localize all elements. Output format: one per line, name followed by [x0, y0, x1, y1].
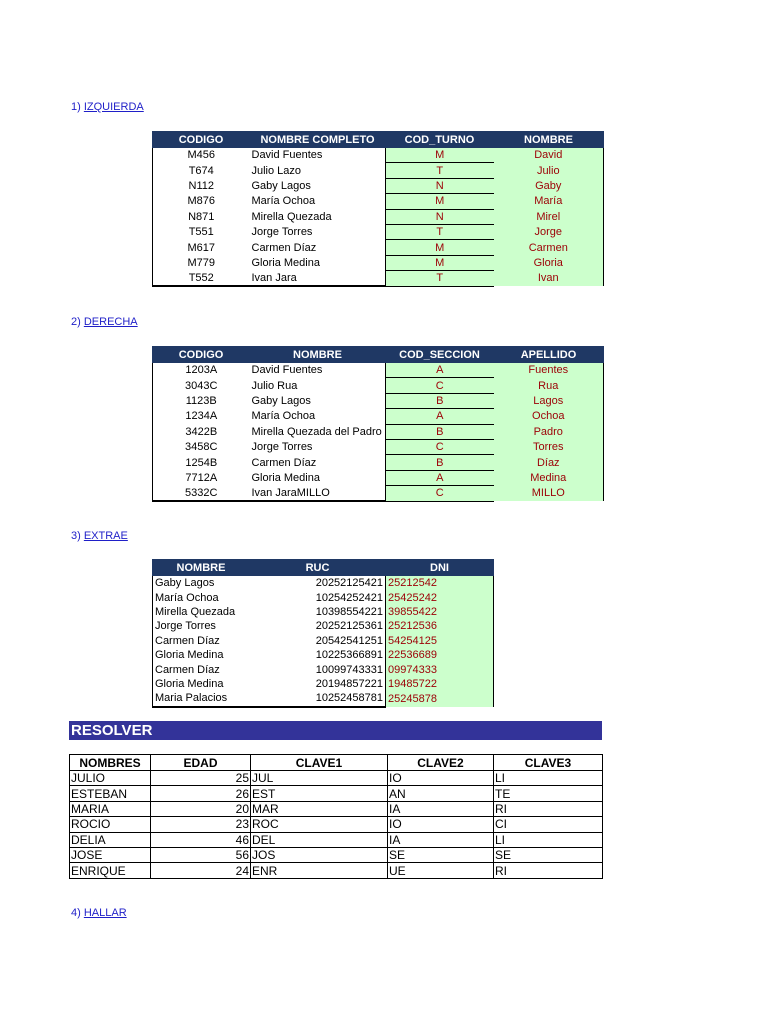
- cell-ruc: 20542541251: [250, 634, 386, 648]
- hallar-link[interactable]: HALLAR: [83, 907, 127, 919]
- header-codigo: CODIGO: [153, 132, 250, 148]
- cell-code: A: [386, 409, 494, 424]
- header-apellido: APELLIDO: [494, 347, 604, 363]
- table-header-row: [153, 347, 604, 363]
- cell-clave2: SE: [388, 847, 494, 862]
- cell-codigo: 1254B: [153, 455, 250, 470]
- cell-code: A: [386, 470, 494, 485]
- cell-codigo: 7712A: [153, 470, 250, 485]
- cell-ruc: 10254252421: [250, 590, 386, 604]
- table-row: [70, 801, 603, 816]
- cell-nombre: Gloria Medina: [153, 677, 250, 691]
- cell-result: Fuentes: [494, 363, 604, 378]
- table-row: [153, 393, 604, 408]
- cell-nombre: Carmen Díaz: [250, 240, 386, 255]
- cell-nombre: Ivan JaraMILLO: [250, 486, 386, 501]
- cell-edad: 25: [151, 771, 251, 786]
- table-row: [153, 409, 604, 424]
- cell-clave1: EST: [251, 786, 388, 801]
- cell-result: María: [494, 194, 604, 209]
- cell-codigo: 3422B: [153, 424, 250, 439]
- table-row: [153, 439, 604, 454]
- cell-result: MILLO: [494, 486, 604, 501]
- section-3-label: [71, 530, 128, 542]
- cell-ruc: 20252125361: [250, 619, 386, 633]
- header-nombres: NOMBRES: [70, 755, 151, 771]
- cell-nombre: Mirella Quezada: [153, 605, 250, 619]
- cell-nombres: JULIO: [70, 771, 151, 786]
- header-clave3: CLAVE3: [494, 755, 603, 771]
- cell-nombre: Carmen Díaz: [153, 662, 250, 676]
- cell-clave3: TE: [494, 786, 603, 801]
- table-row: [70, 847, 603, 862]
- section-number: 1): [71, 101, 81, 113]
- cell-clave3: LI: [494, 771, 603, 786]
- cell-code: N: [386, 178, 494, 193]
- table-row: [153, 271, 604, 286]
- table-row: [153, 378, 604, 393]
- table-header-row: [153, 560, 494, 576]
- cell-nombre: Mirella Quezada del Padro: [250, 424, 386, 439]
- cell-clave3: LI: [494, 832, 603, 847]
- table-row: [153, 691, 494, 706]
- cell-code: T: [386, 271, 494, 286]
- cell-dni: 25425242: [386, 590, 494, 604]
- cell-codigo: T551: [153, 224, 250, 239]
- cell-dni: 25212536: [386, 619, 494, 633]
- table-row: [153, 240, 604, 255]
- cell-nombre: Maria Palacios: [153, 691, 250, 706]
- header-clave1: CLAVE1: [251, 755, 388, 771]
- cell-dni: 54254125: [386, 634, 494, 648]
- cell-code: A: [386, 363, 494, 378]
- cell-clave1: ROC: [251, 817, 388, 832]
- cell-codigo: M779: [153, 255, 250, 270]
- cell-clave2: IA: [388, 801, 494, 816]
- cell-edad: 46: [151, 832, 251, 847]
- table-row: [70, 832, 603, 847]
- table-row: [153, 576, 494, 591]
- table-row: [153, 178, 604, 193]
- table-row: [153, 455, 604, 470]
- cell-clave1: MAR: [251, 801, 388, 816]
- section-number: 2): [71, 316, 81, 328]
- cell-nombres: MARIA: [70, 801, 151, 816]
- cell-codigo: N112: [153, 178, 250, 193]
- cell-codigo: 5332C: [153, 486, 250, 501]
- cell-dni: 09974333: [386, 662, 494, 676]
- cell-nombre: Jorge Torres: [250, 224, 386, 239]
- table-row: [153, 224, 604, 239]
- table-row: [70, 817, 603, 832]
- table-row: [153, 194, 604, 209]
- cell-result: Torres: [494, 439, 604, 454]
- header-nombre: NOMBRE: [494, 132, 604, 148]
- cell-result: Padro: [494, 424, 604, 439]
- cell-nombre: Gloria Medina: [153, 648, 250, 662]
- cell-clave1: DEL: [251, 832, 388, 847]
- cell-ruc: 20252125421: [250, 576, 386, 591]
- cell-code: T: [386, 163, 494, 178]
- header-nombre: NOMBRE: [153, 560, 250, 576]
- izquierda-table: [152, 131, 604, 287]
- cell-nombre: Jorge Torres: [153, 619, 250, 633]
- cell-nombre: Gloria Medina: [250, 470, 386, 485]
- table-row: [153, 363, 604, 378]
- cell-code: M: [386, 148, 494, 163]
- header-clave2: CLAVE2: [388, 755, 494, 771]
- cell-ruc: 10099743331: [250, 662, 386, 676]
- cell-edad: 20: [151, 801, 251, 816]
- cell-result: Jorge: [494, 224, 604, 239]
- cell-clave2: UE: [388, 863, 494, 878]
- cell-result: Ivan: [494, 271, 604, 286]
- cell-code: B: [386, 393, 494, 408]
- cell-clave1: JUL: [251, 771, 388, 786]
- cell-nombre: Julio Rua: [250, 378, 386, 393]
- cell-code: C: [386, 378, 494, 393]
- table-row: [70, 786, 603, 801]
- header-dni: DNI: [386, 560, 494, 576]
- cell-edad: 56: [151, 847, 251, 862]
- cell-code: M: [386, 255, 494, 270]
- header-edad: EDAD: [151, 755, 251, 771]
- cell-edad: 23: [151, 817, 251, 832]
- cell-code: C: [386, 486, 494, 501]
- derecha-link[interactable]: DERECHA: [83, 316, 138, 328]
- table-row: [153, 163, 604, 178]
- table-row: [153, 677, 494, 691]
- cell-codigo: 1234A: [153, 409, 250, 424]
- cell-code: B: [386, 424, 494, 439]
- cell-code: T: [386, 224, 494, 239]
- cell-nombre: María Ochoa: [250, 409, 386, 424]
- cell-nombre: Gaby Lagos: [250, 178, 386, 193]
- cell-nombre: Ivan Jara: [250, 271, 386, 286]
- cell-codigo: 3043C: [153, 378, 250, 393]
- table-header-row: [153, 132, 604, 148]
- cell-codigo: 1203A: [153, 363, 250, 378]
- cell-nombres: ENRIQUE: [70, 863, 151, 878]
- section-4-label: [71, 907, 127, 919]
- cell-result: Gaby: [494, 178, 604, 193]
- cell-codigo: M456: [153, 148, 250, 163]
- table-row: [70, 771, 603, 786]
- cell-result: Díaz: [494, 455, 604, 470]
- table-row: [153, 470, 604, 485]
- cell-codigo: M876: [153, 194, 250, 209]
- cell-result: Medina: [494, 470, 604, 485]
- cell-nombres: DELIA: [70, 832, 151, 847]
- section-number: 3): [71, 530, 81, 542]
- cell-clave1: JOS: [251, 847, 388, 862]
- cell-dni: 22536689: [386, 648, 494, 662]
- extrae-link[interactable]: EXTRAE: [83, 530, 128, 542]
- cell-clave3: CI: [494, 817, 603, 832]
- cell-ruc: 10398554221: [250, 605, 386, 619]
- cell-result: Gloria: [494, 255, 604, 270]
- header-cod-turno: COD_TURNO: [386, 132, 494, 148]
- resolver-title: RESOLVER: [69, 721, 602, 740]
- cell-nombre: Julio Lazo: [250, 163, 386, 178]
- cell-result: Lagos: [494, 393, 604, 408]
- cell-dni: 25245878: [386, 691, 494, 706]
- cell-codigo: T552: [153, 271, 250, 286]
- cell-codigo: 3458C: [153, 439, 250, 454]
- cell-nombre: Gaby Lagos: [153, 576, 250, 591]
- header-ruc: RUC: [250, 560, 386, 576]
- cell-clave2: AN: [388, 786, 494, 801]
- cell-clave3: SE: [494, 847, 603, 862]
- cell-code: B: [386, 455, 494, 470]
- cell-result: Julio: [494, 163, 604, 178]
- cell-clave2: IA: [388, 832, 494, 847]
- cell-dni: 39855422: [386, 605, 494, 619]
- cell-code: C: [386, 439, 494, 454]
- table-row: [153, 648, 494, 662]
- table-row: [153, 605, 494, 619]
- cell-result: Carmen: [494, 240, 604, 255]
- cell-dni: 25212542: [386, 576, 494, 591]
- cell-result: Mirel: [494, 209, 604, 224]
- cell-dni: 19485722: [386, 677, 494, 691]
- table-row: [153, 148, 604, 163]
- izquierda-link[interactable]: IZQUIERDA: [83, 101, 144, 113]
- cell-nombres: ROCIO: [70, 817, 151, 832]
- cell-nombres: ESTEBAN: [70, 786, 151, 801]
- derecha-table: [152, 346, 604, 502]
- resolver-table: [69, 754, 603, 879]
- cell-codigo: 1123B: [153, 393, 250, 408]
- cell-nombre: David Fuentes: [250, 148, 386, 163]
- cell-clave2: IO: [388, 771, 494, 786]
- table-row: [153, 662, 494, 676]
- cell-result: Rua: [494, 378, 604, 393]
- cell-nombre: María Ochoa: [153, 590, 250, 604]
- cell-codigo: M617: [153, 240, 250, 255]
- cell-result: David: [494, 148, 604, 163]
- table-row: [153, 424, 604, 439]
- cell-nombre: Gloria Medina: [250, 255, 386, 270]
- cell-clave2: IO: [388, 817, 494, 832]
- table-row: [153, 486, 604, 501]
- cell-code: M: [386, 194, 494, 209]
- cell-nombres: JOSE: [70, 847, 151, 862]
- cell-result: Ochoa: [494, 409, 604, 424]
- cell-codigo: T674: [153, 163, 250, 178]
- cell-nombre: Jorge Torres: [250, 439, 386, 454]
- extrae-table: [152, 559, 494, 708]
- cell-codigo: N871: [153, 209, 250, 224]
- cell-clave3: RI: [494, 863, 603, 878]
- header-nombre: NOMBRE: [250, 347, 386, 363]
- cell-nombre: Carmen Díaz: [250, 455, 386, 470]
- cell-ruc: 10252458781: [250, 691, 386, 706]
- cell-nombre: Mirella Quezada: [250, 209, 386, 224]
- section-2-label: [71, 316, 138, 328]
- cell-clave1: ENR: [251, 863, 388, 878]
- table-row: [153, 590, 494, 604]
- cell-nombre: David Fuentes: [250, 363, 386, 378]
- cell-nombre: Carmen Díaz: [153, 634, 250, 648]
- header-nombre-completo: NOMBRE COMPLETO: [250, 132, 386, 148]
- cell-nombre: Gaby Lagos: [250, 393, 386, 408]
- section-1-label: [71, 101, 144, 113]
- table-row: [153, 255, 604, 270]
- cell-edad: 26: [151, 786, 251, 801]
- cell-code: N: [386, 209, 494, 224]
- cell-edad: 24: [151, 863, 251, 878]
- cell-ruc: 10225366891: [250, 648, 386, 662]
- table-row: [70, 863, 603, 878]
- table-row: [153, 634, 494, 648]
- section-number: 4): [71, 907, 81, 919]
- cell-clave3: RI: [494, 801, 603, 816]
- cell-nombre: María Ochoa: [250, 194, 386, 209]
- cell-ruc: 20194857221: [250, 677, 386, 691]
- header-codigo: CODIGO: [153, 347, 250, 363]
- table-row: [153, 619, 494, 633]
- table-header-row: [70, 755, 603, 771]
- header-cod-seccion: COD_SECCION: [386, 347, 494, 363]
- cell-code: M: [386, 240, 494, 255]
- table-row: [153, 209, 604, 224]
